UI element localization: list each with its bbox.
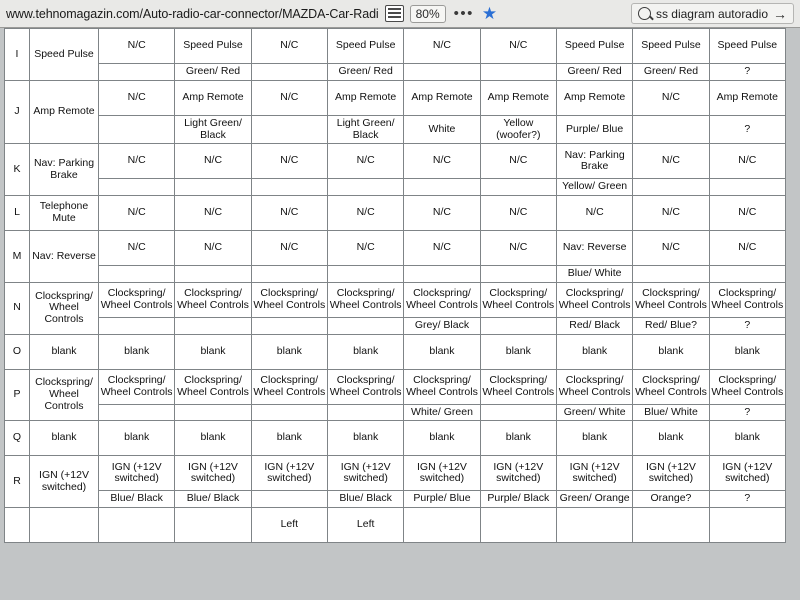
table-subrow (5, 317, 786, 334)
table-cell: blank (175, 334, 251, 369)
table-cell-wire-color (251, 491, 327, 508)
table-cell: blank (175, 421, 251, 456)
table-cell-wire-color: Blue/ White (633, 404, 709, 421)
table-cell: Nav: Parking Brake (30, 144, 99, 196)
table-cell: blank (709, 421, 785, 456)
table-cell-wire-color (633, 179, 709, 196)
row-label: M (5, 231, 30, 283)
table-cell-wire-color (480, 64, 556, 81)
table-cell-wire-color: ? (709, 491, 785, 508)
table-cell: Clockspring/ Wheel Controls (175, 282, 251, 317)
table-cell-wire-color (99, 115, 175, 144)
table-cell: IGN (+12V switched) (556, 456, 632, 491)
table-cell-wire-color (404, 266, 480, 283)
table-cell-wire-color: Green/ Red (556, 64, 632, 81)
table-cell: N/C (404, 144, 480, 179)
table-cell: blank (251, 421, 327, 456)
row-label: O (5, 334, 30, 369)
address-bar-url[interactable]: www.tehnomagazin.com/Auto-radio-car-connector/MAZDA-Car-Radi (6, 6, 379, 21)
table-cell: Clockspring/ Wheel Controls (30, 369, 99, 421)
table-cell: N/C (709, 144, 785, 179)
table-cell-wire-color: Blue/ Black (327, 491, 403, 508)
table-cell-wire-color (327, 317, 403, 334)
table-subrow (5, 64, 786, 81)
table-cell-wire-color (99, 404, 175, 421)
table-cell: Clockspring/ Wheel Controls (404, 282, 480, 317)
table-cell-wire-color: Blue/ Black (175, 491, 251, 508)
table-cell-wire-color: Green/ Red (327, 64, 403, 81)
table-subrow (5, 115, 786, 144)
table-cell: Amp Remote (175, 80, 251, 115)
table-row (5, 456, 786, 491)
table-cell-wire-color (480, 266, 556, 283)
zoom-level-indicator[interactable]: 80% (410, 5, 446, 23)
table-cell: IGN (+12V switched) (633, 456, 709, 491)
table-cell: Clockspring/ Wheel Controls (556, 369, 632, 404)
table-cell: N/C (251, 196, 327, 231)
table-cell (30, 508, 99, 543)
table-cell: Clockspring/ Wheel Controls (480, 282, 556, 317)
table-cell (709, 508, 785, 543)
page-content (0, 28, 800, 600)
table-cell-wire-color: Light Green/ Black (175, 115, 251, 144)
table-cell: N/C (175, 196, 251, 231)
table-cell-wire-color (327, 404, 403, 421)
table-cell-wire-color: Purple/ Blue (556, 115, 632, 144)
table-cell-wire-color (251, 179, 327, 196)
table-cell: Clockspring/ Wheel Controls (709, 369, 785, 404)
row-label: L (5, 196, 30, 231)
overflow-menu-icon[interactable]: ••• (453, 5, 474, 22)
table-subrow (5, 179, 786, 196)
table-cell (556, 508, 632, 543)
table-cell: blank (709, 334, 785, 369)
table-row (5, 282, 786, 317)
table-cell: N/C (480, 231, 556, 266)
table-cell: Nav: Parking Brake (556, 144, 632, 179)
table-cell: N/C (404, 29, 480, 64)
table-row (5, 80, 786, 115)
table-cell: blank (480, 334, 556, 369)
table-cell: Speed Pulse (556, 29, 632, 64)
table-cell-wire-color (327, 179, 403, 196)
table-cell: blank (99, 334, 175, 369)
table-cell: Speed Pulse (175, 29, 251, 64)
table-cell: N/C (633, 80, 709, 115)
table-cell: IGN (+12V switched) (30, 456, 99, 508)
table-cell: N/C (175, 231, 251, 266)
table-row (5, 334, 786, 369)
table-cell-wire-color (251, 64, 327, 81)
table-row (5, 508, 786, 543)
table-cell: Telephone Mute (30, 196, 99, 231)
table-subrow (5, 491, 786, 508)
table-cell-wire-color (99, 317, 175, 334)
table-cell: IGN (+12V switched) (175, 456, 251, 491)
table-cell-wire-color (251, 115, 327, 144)
table-cell-wire-color (404, 179, 480, 196)
table-cell: N/C (99, 231, 175, 266)
table-cell: IGN (+12V switched) (327, 456, 403, 491)
table-cell-wire-color (327, 266, 403, 283)
table-cell: N/C (709, 196, 785, 231)
table-cell-wire-color: Green/ Red (633, 64, 709, 81)
table-cell-wire-color (99, 64, 175, 81)
table-cell: Amp Remote (327, 80, 403, 115)
table-cell: Amp Remote (709, 80, 785, 115)
table-cell: N/C (404, 196, 480, 231)
table-cell: Amp Remote (480, 80, 556, 115)
table-cell-wire-color (251, 317, 327, 334)
table-cell: Amp Remote (556, 80, 632, 115)
table-cell: Amp Remote (404, 80, 480, 115)
search-input[interactable]: ss diagram autoradio (655, 6, 768, 21)
table-subrow (5, 404, 786, 421)
table-cell-wire-color: Purple/ Blue (404, 491, 480, 508)
table-cell: Clockspring/ Wheel Controls (404, 369, 480, 404)
table-cell: Clockspring/ Wheel Controls (480, 369, 556, 404)
row-label: R (5, 456, 30, 508)
table-cell-wire-color (175, 404, 251, 421)
table-cell-wire-color: Blue/ Black (99, 491, 175, 508)
table-cell: blank (30, 334, 99, 369)
table-cell (404, 508, 480, 543)
table-cell: N/C (251, 80, 327, 115)
row-label: N (5, 282, 30, 334)
table-cell: N/C (404, 231, 480, 266)
table-cell-wire-color: Grey/ Black (404, 317, 480, 334)
table-cell-wire-color (404, 64, 480, 81)
table-row (5, 196, 786, 231)
table-cell: Clockspring/ Wheel Controls (99, 369, 175, 404)
search-box[interactable] (631, 3, 794, 24)
table-cell-wire-color: Yellow (woofer?) (480, 115, 556, 144)
table-cell: blank (556, 334, 632, 369)
table-cell-wire-color (633, 266, 709, 283)
table-cell: Nav: Reverse (30, 231, 99, 283)
table-cell-wire-color (251, 404, 327, 421)
table-cell: N/C (556, 196, 632, 231)
table-cell: N/C (480, 196, 556, 231)
table-cell: N/C (633, 196, 709, 231)
table-cell-wire-color: Red/ Black (556, 317, 632, 334)
pinout-table (4, 28, 786, 543)
table-cell: Left (251, 508, 327, 543)
table-cell-wire-color: Green/ White (556, 404, 632, 421)
table-row (5, 421, 786, 456)
table-cell-wire-color (480, 404, 556, 421)
table-row (5, 144, 786, 179)
table-cell: N/C (480, 29, 556, 64)
table-cell: Clockspring/ Wheel Controls (327, 369, 403, 404)
table-cell: blank (99, 421, 175, 456)
table-cell-wire-color (480, 179, 556, 196)
row-label: J (5, 80, 30, 144)
table-cell: blank (556, 421, 632, 456)
table-cell: Clockspring/ Wheel Controls (327, 282, 403, 317)
table-subrow (5, 266, 786, 283)
table-cell: blank (327, 334, 403, 369)
table-cell: Clockspring/ Wheel Controls (251, 282, 327, 317)
table-cell-wire-color (175, 266, 251, 283)
table-cell-wire-color: White/ Green (404, 404, 480, 421)
table-cell-wire-color: ? (709, 115, 785, 144)
table-cell: N/C (327, 144, 403, 179)
table-cell: N/C (633, 231, 709, 266)
table-cell: IGN (+12V switched) (251, 456, 327, 491)
table-cell-wire-color: Green/ Red (175, 64, 251, 81)
table-cell: blank (327, 421, 403, 456)
table-cell: Speed Pulse (327, 29, 403, 64)
table-row (5, 369, 786, 404)
table-cell-wire-color: Purple/ Black (480, 491, 556, 508)
table-cell: N/C (327, 231, 403, 266)
table-cell: IGN (+12V switched) (480, 456, 556, 491)
table-cell: Speed Pulse (30, 29, 99, 81)
table-cell: N/C (251, 231, 327, 266)
table-cell: Clockspring/ Wheel Controls (709, 282, 785, 317)
table-cell: IGN (+12V switched) (709, 456, 785, 491)
table-cell: Clockspring/ Wheel Controls (99, 282, 175, 317)
row-label (5, 508, 30, 543)
table-cell: Clockspring/ Wheel Controls (556, 282, 632, 317)
row-label: K (5, 144, 30, 196)
table-row (5, 29, 786, 64)
table-cell: N/C (99, 196, 175, 231)
search-icon (638, 7, 651, 20)
table-cell (175, 508, 251, 543)
table-cell-wire-color (175, 179, 251, 196)
table-cell: N/C (480, 144, 556, 179)
table-cell: Clockspring/ Wheel Controls (633, 369, 709, 404)
reader-view-icon[interactable] (385, 5, 404, 22)
table-cell-wire-color (99, 179, 175, 196)
table-row (5, 231, 786, 266)
table-cell: N/C (251, 29, 327, 64)
table-cell-wire-color: ? (709, 64, 785, 81)
table-cell-wire-color: Green/ Orange (556, 491, 632, 508)
table-cell: Clockspring/ Wheel Controls (175, 369, 251, 404)
table-cell: blank (633, 334, 709, 369)
table-cell-wire-color (633, 115, 709, 144)
table-cell-wire-color: Yellow/ Green (556, 179, 632, 196)
table-cell-wire-color (99, 266, 175, 283)
row-label: Q (5, 421, 30, 456)
table-cell: N/C (251, 144, 327, 179)
table-cell: N/C (327, 196, 403, 231)
table-cell: blank (480, 421, 556, 456)
table-cell: Clockspring/ Wheel Controls (633, 282, 709, 317)
table-cell-wire-color: Light Green/ Black (327, 115, 403, 144)
bookmark-star-icon[interactable]: ★ (481, 4, 498, 23)
table-cell: blank (30, 421, 99, 456)
table-cell: IGN (+12V switched) (99, 456, 175, 491)
table-cell-wire-color (709, 266, 785, 283)
table-cell: blank (404, 334, 480, 369)
table-cell: Speed Pulse (633, 29, 709, 64)
table-cell: IGN (+12V switched) (404, 456, 480, 491)
table-cell: Amp Remote (30, 80, 99, 144)
table-cell: N/C (175, 144, 251, 179)
table-cell: Clockspring/ Wheel Controls (30, 282, 99, 334)
table-cell-wire-color: White (404, 115, 480, 144)
table-cell: blank (633, 421, 709, 456)
table-cell: N/C (709, 231, 785, 266)
table-cell-wire-color: Red/ Blue? (633, 317, 709, 334)
table-cell (480, 508, 556, 543)
table-cell-wire-color (480, 317, 556, 334)
browser-toolbar (0, 0, 800, 28)
table-cell-wire-color (251, 266, 327, 283)
table-cell-wire-color (175, 317, 251, 334)
row-label: P (5, 369, 30, 421)
table-cell-wire-color: Orange? (633, 491, 709, 508)
table-cell: Nav: Reverse (556, 231, 632, 266)
row-label: I (5, 29, 30, 81)
table-cell: blank (251, 334, 327, 369)
search-go-arrow-icon[interactable]: → (773, 5, 787, 22)
table-cell-wire-color: ? (709, 404, 785, 421)
table-cell (633, 508, 709, 543)
table-cell: N/C (99, 29, 175, 64)
table-cell-wire-color: ? (709, 317, 785, 334)
table-cell-wire-color: Blue/ White (556, 266, 632, 283)
table-cell: Clockspring/ Wheel Controls (251, 369, 327, 404)
table-cell: Speed Pulse (709, 29, 785, 64)
table-cell-wire-color (709, 179, 785, 196)
table-cell: N/C (633, 144, 709, 179)
table-cell (99, 508, 175, 543)
table-cell: Left (327, 508, 403, 543)
table-cell: blank (404, 421, 480, 456)
table-cell: N/C (99, 144, 175, 179)
table-cell: N/C (99, 80, 175, 115)
